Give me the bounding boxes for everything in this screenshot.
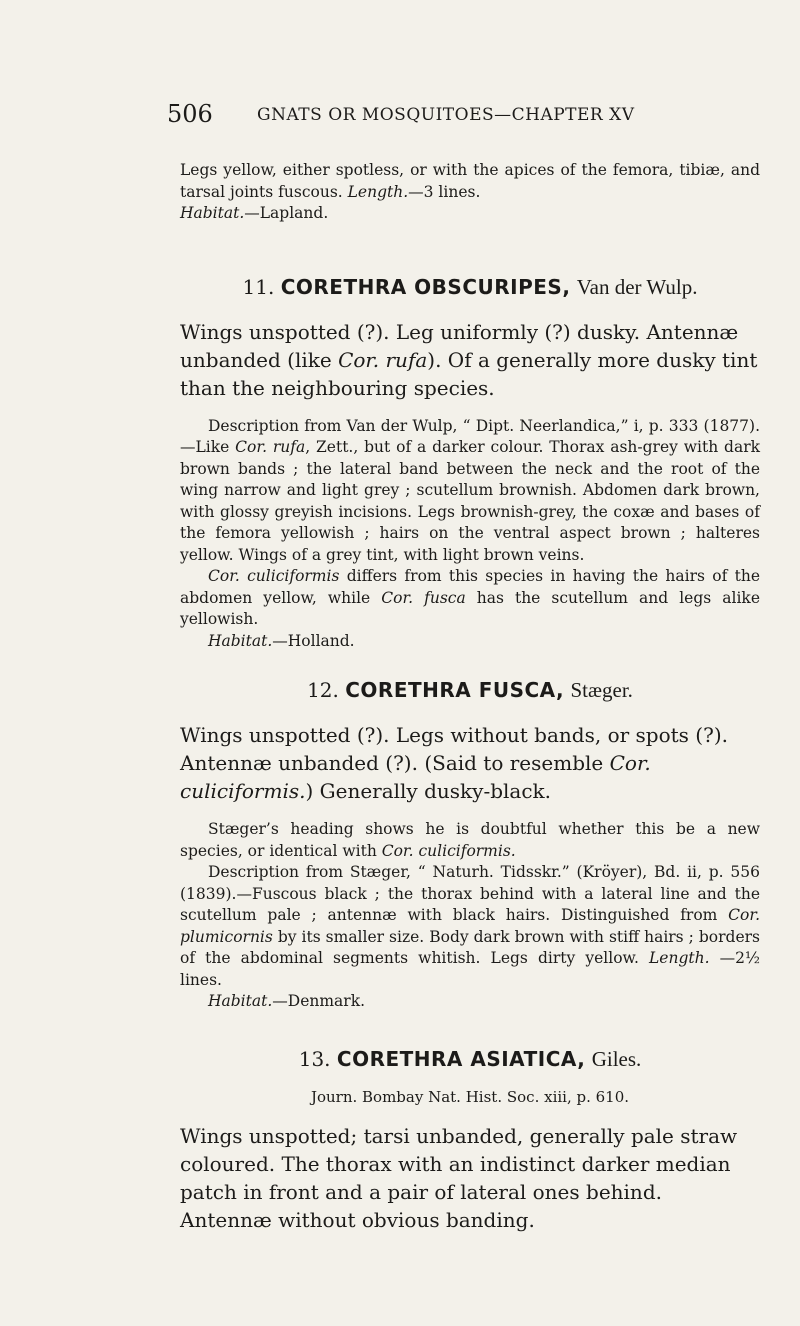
habitat: Habitat.—Denmark. bbox=[208, 992, 366, 1010]
species-heading: 13. CORETHRA ASIATICA, Giles. bbox=[298, 1046, 642, 1071]
paragraph: Cor. culiciformis differs from this species in having the hairs of the abdomen yellow, while Cor. fusca has the scutellum and legs alike yellowish. bbox=[180, 567, 760, 628]
paragraph: Stæger’s heading shows he is doubtful whether this be a new species, or identical with Cor. culiciformis. bbox=[180, 820, 760, 860]
species-heading: 12. CORETHRA FUSCA, Stæger. bbox=[307, 678, 633, 702]
species-12 bbox=[180, 678, 760, 1013]
paragraph: Description from Stæger, “ Naturh. Tidsskr.” (Kröyer), Bd. ii, p. 556 (1839).—Fuscous black ; the thorax behind with a lateral line and the scutellum pale ; antennæ with black hairs. Distinguished from Cor. plumicornis by its smaller size. Body dark brown with stiff hairs ; borders of the abdominal segments whitish. Legs dirty yellow. Length. —2½ lines. bbox=[180, 863, 760, 989]
species-summary: Wings unspotted (?). Leg uniformly (?) dusky. Antennæ unbanded (like Cor. rufa). Of a generally more dusky tint than the neighbouring species. bbox=[180, 319, 758, 400]
species-summary: Wings unspotted (?). Legs without bands, or spots (?). Antennæ unbanded (?). (Said to resemble Cor. culiciformis.) Generally dusky-black. bbox=[180, 723, 728, 803]
species-description bbox=[180, 819, 760, 1013]
paragraph: Description from Van der Wulp, “ Dipt. Neerlandica,” i, p. 333 (1877).—Like Cor. rufa, Zett., but of a darker colour. Thorax ash-grey with dark brown bands ; the lateral band between the neck and the root of the wing narrow and light grey ; scutellum brownish. Abdomen dark brown, with glossy greyish incisions. Legs brownish-grey, the coxæ and bases of the femora yellowish ; hairs on the ventral aspect brown ; halteres yellow. Wings of a grey tint, with light brown veins. bbox=[180, 416, 760, 564]
section-continuation bbox=[180, 160, 760, 225]
paragraph: Legs yellow, either spotless, or with the apices of the femora, tibiæ, and tarsal joints fuscous. Length.—3 lines. bbox=[180, 161, 760, 201]
page-number: 506 bbox=[167, 100, 213, 128]
main-text bbox=[180, 160, 760, 1234]
species-heading: 11. CORETHRA OBSCURIPES, Van der Wulp. bbox=[242, 274, 698, 299]
habitat: Habitat.—Lapland. bbox=[180, 204, 329, 222]
literature-reference: Journ. Bombay Nat. Hist. Soc. xiii, p. 610. bbox=[310, 1087, 630, 1106]
running-title: GNATS OR MOSQUITOES—CHAPTER XV bbox=[257, 105, 635, 125]
habitat: Habitat.—Holland. bbox=[208, 631, 355, 650]
species-11 bbox=[180, 275, 760, 653]
species-description bbox=[180, 416, 760, 653]
species-summary: Wings unspotted; tarsi unbanded, generally pale straw coloured. The thorax with an indistinct darker median patch in front and a pair of lateral ones behind. Antennæ without obvious banding. bbox=[180, 1123, 738, 1232]
species-13 bbox=[180, 1047, 760, 1234]
running-head bbox=[167, 100, 717, 140]
